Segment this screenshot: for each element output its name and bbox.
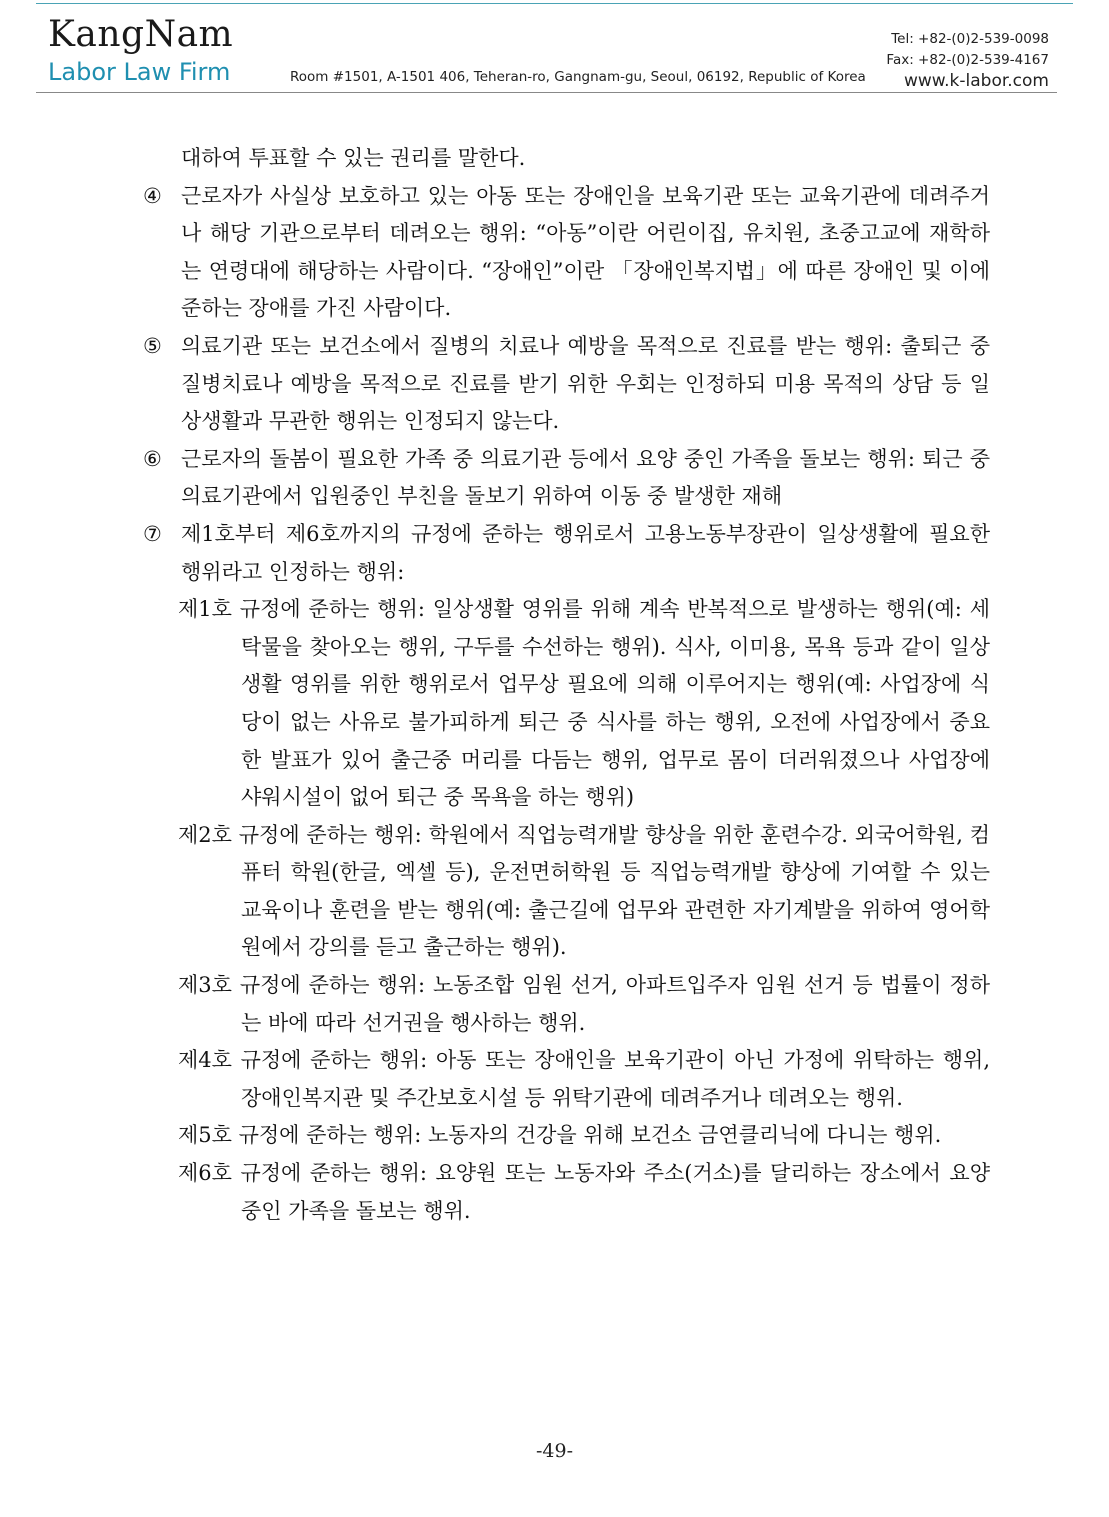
item-text: 의료기관 또는 보건소에서 질병의 치료나 예방을 목적으로 진료를 받는 행위: 출퇴근 중 질병치료나 예방을 목적으로 진료를 받기 위한 우회는 인정하되 미용 목적의 상담 등 일상생활과 무관한 행위는 인정되지 않는다. [181, 333, 990, 434]
sub-item: 제5호 규정에 준하는 행위: 노동자의 건강을 위해 보건소 금연클리닉에 다니는 행위. [178, 1123, 942, 1148]
item-number: ④ [143, 183, 162, 208]
letterhead [0, 0, 1109, 100]
item-text: 근로자의 돌봄이 필요한 가족 중 의료기관 등에서 요양 중인 가족을 돌보는 행위: 퇴근 중 의료기관에서 입원중인 부친을 돌보기 위하여 이동 중 발생한 재해 [181, 446, 990, 509]
list-item [140, 516, 990, 591]
page-number: -49- [535, 1440, 574, 1462]
document-body [140, 140, 990, 1230]
sub-item: 제3호 규정에 준하는 행위: 노동조합 임원 선거, 아파트입주자 임원 선거 등 법률이 정하는 바에 따라 선거권을 행사하는 행위. [178, 973, 990, 1035]
item-number: ⑤ [143, 333, 162, 358]
header-top-rule [36, 3, 1073, 4]
sub-item: 제6호 규정에 준하는 행위: 요양원 또는 노동자와 주소(거소)를 달리하는 장소에서 요양중인 가족을 돌보는 행위. [178, 1161, 990, 1223]
website-link[interactable]: www.k-labor.com [903, 71, 1049, 91]
item-number: ⑦ [143, 521, 162, 546]
item-text: 제1호부터 제6호까지의 규정에 준하는 행위로서 고용노동부장관이 일상생활에 필요한 행위라고 인정하는 행위: [181, 521, 990, 584]
sub-item: 제1호 규정에 준하는 행위: 일상생활 영위를 위해 계속 반복적으로 발생하는 행위(예: 세탁물을 찾아오는 행위, 구두를 수선하는 행위). 식사, 이미용, 목욕 등과 같이 일상생활 영위를 위한 행위로서 업무상 필요에 의해 이루어지는 행위(예: 사업장에 식당이 없는 사유로 불가피하게 퇴근 중 식사를 하는 행위, 오전에 사업장에서 중요한 발표가 있어 출근중 머리를 다듬는 행위, 업무로 몸이 더러워졌으나 사업장에 샤워시설이 없어 퇴근 중 목욕을 하는 행위) [178, 597, 990, 810]
list-item [140, 328, 990, 441]
telephone: Tel: +82-(0)2-539-0098 [891, 31, 1049, 47]
contact-block [886, 29, 1049, 91]
sub-item: 제4호 규정에 준하는 행위: 아동 또는 장애인을 보육기관이 아닌 가정에 위탁하는 행위, 장애인복지관 및 주간보호시설 등 위탁기관에 데려주거나 데려오는 행위. [178, 1048, 990, 1110]
list-item [140, 178, 990, 328]
paragraph-continuation: 대하여 투표할 수 있는 권리를 말한다. [181, 146, 526, 170]
item-text: 근로자가 사실상 보호하고 있는 아동 또는 장애인을 보육기관 또는 교육기관에 데려주거나 해당 기관으로부터 데려오는 행위: “아동”이란 어린이집, 유치원, 초중고교에 재학하는 연령대에 해당하는 사람이다. “장애인”이란 「장애인복지법」에 따른 장애인 및 이에 준하는 장애를 가진 사람이다. [181, 183, 990, 321]
sub-item: 제2호 규정에 준하는 행위: 학원에서 직업능력개발 향상을 위한 훈련수강. 외국어학원, 컴퓨터 학원(한글, 엑셀 등), 운전면허학원 등 직업능력개발 향상에 기여할 수 있는 교육이나 훈련을 받는 행위(예: 출근길에 업무와 관련한 자기계발을 위하여 영어학원에서 강의를 듣고 출근하는 행위). [178, 822, 990, 960]
list-item [140, 441, 990, 516]
firm-logo-name: KangNam [48, 14, 234, 55]
header-divider [36, 92, 1057, 93]
fax: Fax: +82-(0)2-539-4167 [886, 52, 1049, 68]
firm-logo-subtitle: Labor Law Firm [48, 58, 231, 86]
item-number: ⑥ [143, 446, 162, 471]
firm-address: Room #1501, A-1501 406, Teheran-ro, Gangnam-gu, Seoul, 06192, Republic of Korea [290, 69, 866, 85]
